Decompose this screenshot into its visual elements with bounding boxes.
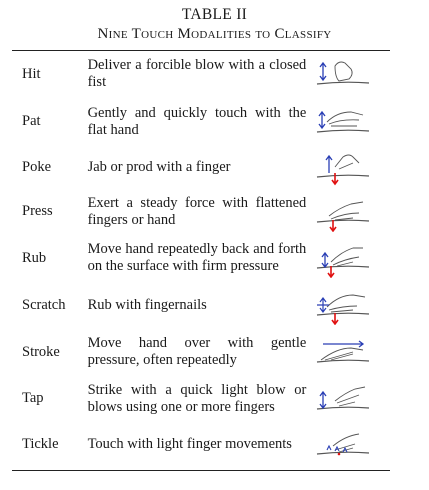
hand-sketch <box>313 332 373 372</box>
table-caption <box>0 0 429 42</box>
hit-hand-icon <box>312 51 390 98</box>
hand-sketch <box>313 285 373 325</box>
table-row <box>12 51 390 98</box>
table-row <box>12 376 390 422</box>
scratch-hand-icon <box>312 282 390 329</box>
modalities-table <box>12 50 390 467</box>
table-bottom-rule <box>12 470 390 471</box>
hand-sketch <box>313 54 373 94</box>
press-hand-icon <box>312 189 390 235</box>
hand-sketch <box>313 379 373 419</box>
table-row <box>12 146 390 189</box>
poke-hand-icon <box>312 146 390 189</box>
table-row <box>12 235 390 282</box>
table-row <box>12 189 390 235</box>
stroke-hand-icon <box>312 329 390 376</box>
modality-description: Jab or prod with a finger <box>87 158 231 175</box>
modality-description: Gently and quickly touch with the flat hand <box>87 104 307 138</box>
hand-sketch <box>313 147 373 187</box>
modality-name: Pat <box>22 113 41 129</box>
modality-description: Rub with fingernails <box>87 296 207 313</box>
modality-name: Rub <box>22 249 47 266</box>
modality-name: Tickle <box>22 435 59 452</box>
table-row <box>12 282 390 329</box>
table-row <box>12 98 390 146</box>
modality-description: Move hand repeatedly back and forth on the surface with firm pressure <box>87 241 307 274</box>
hand-sketch <box>313 424 373 464</box>
modality-name: Scratch <box>22 296 66 313</box>
modality-name: Press <box>22 203 53 219</box>
modality-name: Poke <box>22 158 51 175</box>
table-row <box>12 422 390 467</box>
modality-name: Tap <box>22 390 44 406</box>
hand-sketch <box>313 192 373 232</box>
tap-hand-icon <box>312 376 390 422</box>
table-row <box>12 329 390 376</box>
modality-description: Deliver a forcible blow with a closed fist <box>87 57 307 91</box>
tickle-hand-icon <box>312 422 390 467</box>
modality-name: Stroke <box>22 343 60 360</box>
modality-description: Exert a steady force with flattened fingers or hand <box>87 194 307 228</box>
modality-description: Move hand over with gentle pressure, often repeatedly <box>87 335 307 368</box>
modality-description: Touch with light finger movements <box>87 435 292 452</box>
hand-sketch <box>313 102 373 142</box>
hand-sketch <box>313 238 373 278</box>
table-title: Nine Touch Modalities to Classify <box>97 26 332 42</box>
modality-description: Strike with a quick light blow or blows using one or more fingers <box>87 381 307 415</box>
table-number: TABLE II <box>181 6 248 23</box>
pat-hand-icon <box>312 98 390 146</box>
modality-name: Hit <box>22 65 41 82</box>
rub-hand-icon <box>312 235 390 282</box>
